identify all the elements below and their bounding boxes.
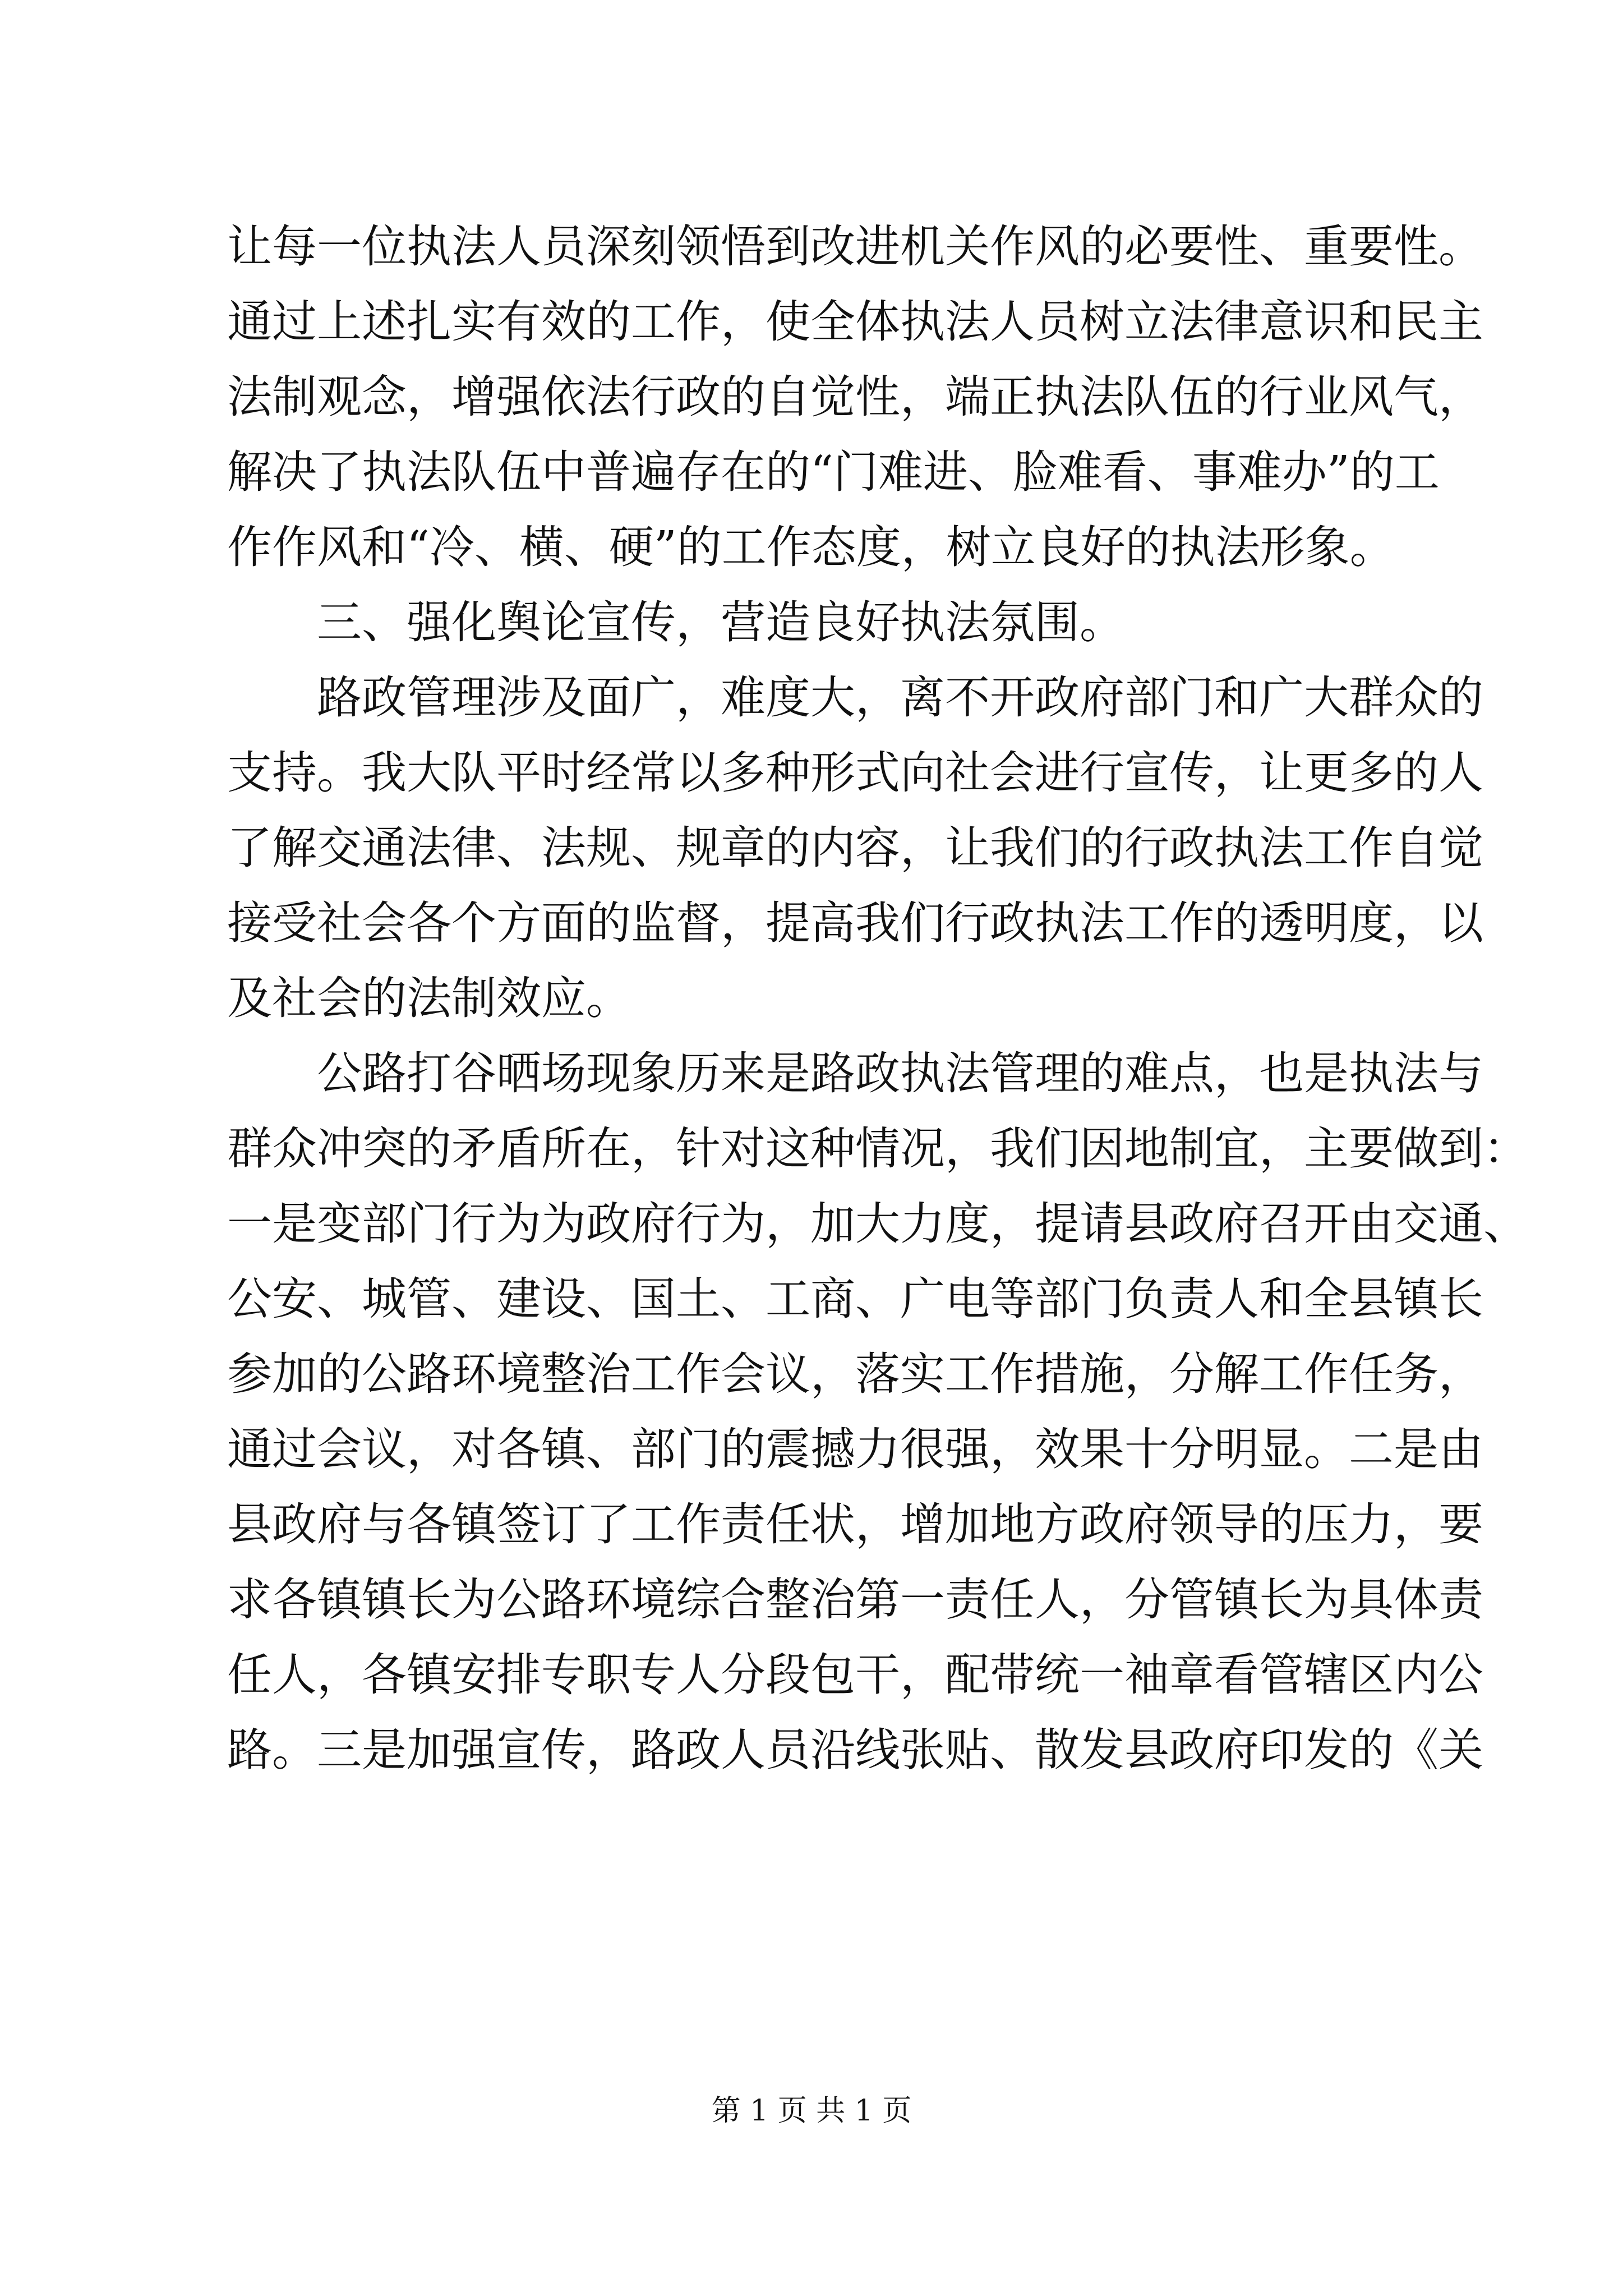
body-line-1: 让每一位执法人员深刻领悟到改进机关作风的必要性、重要性。 <box>227 220 1483 273</box>
body-line-9: 了解交通法律、法规、规章的内容，让我们的行政执法工作自觉 <box>227 822 1483 874</box>
body-line-14: 一是变部门行为为政府行为，加大力度，提请县政府召开由交通、 <box>227 1198 1528 1250</box>
body-line-18: 县政府与各镇签订了工作责任状，增加地方政府领导的压力，要 <box>227 1498 1483 1550</box>
section-heading: 三、强化舆论宣传，营造良好执法氛围。 <box>317 596 1124 648</box>
body-line-4: 解决了执法队伍中普遍存在的“门难进、脸难看、事难办”的工 <box>227 446 1440 498</box>
body-line-17: 通过会议，对各镇、部门的震撼力很强，效果十分明显。二是由 <box>227 1423 1483 1475</box>
body-line-5: 作作风和“冷、横、硬”的工作态度，树立良好的执法形象。 <box>227 521 1395 573</box>
page-footer: 第 1 页 共 1 页 <box>711 2094 912 2128</box>
body-line-20: 任人，各镇安排专职专人分段包干，配带统一袖章看管辖区内公 <box>227 1649 1483 1701</box>
body-line-2: 通过上述扎实有效的工作，使全体执法人员树立法律意识和民主 <box>227 296 1483 348</box>
body-line-3: 法制观念，增强依法行政的自觉性，端正执法队伍的行业风气， <box>227 371 1483 423</box>
body-line-13: 群众冲突的矛盾所在，针对这种情况，我们因地制宜，主要做到： <box>227 1122 1528 1175</box>
body-line-19: 求各镇镇长为公路环境综合整治第一责任人，分管镇长为具体责 <box>227 1573 1483 1626</box>
body-line-10: 接受社会各个方面的监督，提高我们行政执法工作的透明度，以 <box>227 897 1483 949</box>
body-line-7: 路政管理涉及面广，难度大，离不开政府部门和广大群众的 <box>317 671 1483 724</box>
body-line-15: 公安、城管、建设、国土、工商、广电等部门负责人和全县镇长 <box>227 1273 1483 1325</box>
body-line-11: 及社会的法制效应。 <box>227 972 631 1024</box>
body-line-21: 路。三是加强宣传，路政人员沿线张贴、散发县政府印发的《关 <box>227 1724 1483 1776</box>
body-line-12: 公路打谷晒场现象历来是路政执法管理的难点，也是执法与 <box>317 1047 1483 1099</box>
body-line-8: 支持。我大队平时经常以多种形式向社会进行宣传，让更多的人 <box>227 747 1483 799</box>
body-line-16: 参加的公路环境整治工作会议，落实工作措施，分解工作任务， <box>227 1348 1483 1400</box>
